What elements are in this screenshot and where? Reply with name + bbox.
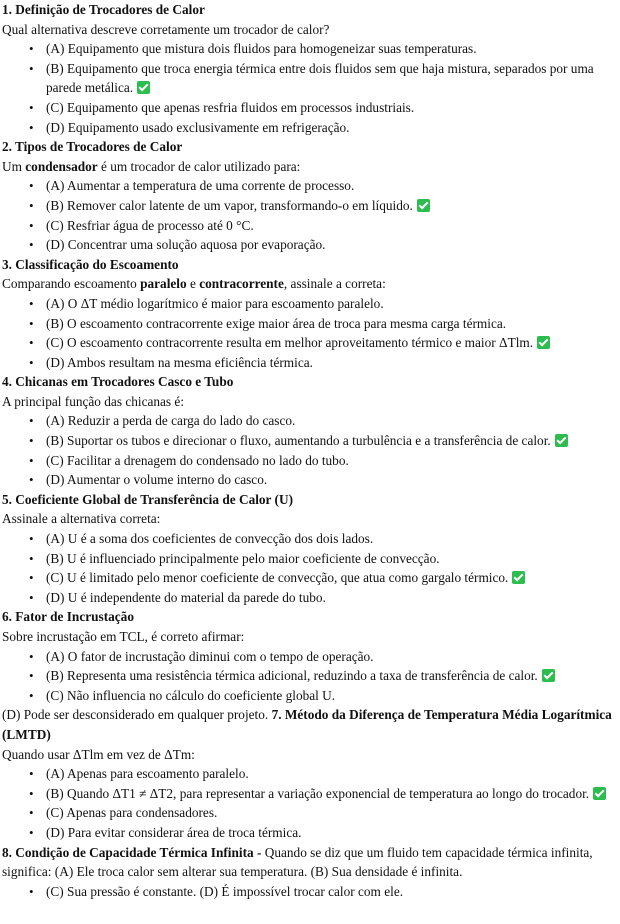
run-in-paragraph [2, 705, 618, 744]
check-icon [417, 199, 430, 212]
option-item [46, 235, 618, 255]
check-icon [537, 336, 550, 349]
check-icon [137, 81, 150, 94]
option-item [46, 118, 618, 138]
option-text: (D) Concentrar uma solução aquosa por evaporação. [46, 237, 326, 253]
option-item [46, 549, 618, 569]
text-segment: é um trocador de calor utilizado para: [97, 158, 301, 174]
option-list [2, 294, 618, 372]
question-title: 2. Tipos de Trocadores de Calor [2, 139, 183, 155]
option-item [46, 451, 618, 471]
question-1 [2, 0, 618, 137]
option-item-correct [46, 666, 618, 686]
option-text: (D) Equipamento usado exclusivamente em refrigeração. [46, 119, 350, 135]
option-text: (A) Aumentar a temperatura de uma corrente de processo. [46, 178, 355, 194]
question-text: Assinale a alternativa correta: [2, 511, 161, 527]
text-segment: Comparando escoamento [2, 276, 141, 292]
option-text: (C) O escoamento contracorrente resulta em melhor aproveitamento térmico e maior ΔTlm. [46, 335, 534, 351]
option-item [46, 294, 618, 314]
text-bold: contracorrente [199, 276, 284, 292]
question-text: Sobre incrustação em TCL, é correto afirmar: [2, 629, 245, 644]
option-text: (C) Equipamento que apenas resfria fluidos em processos industriais. [46, 99, 415, 115]
option-text: (C) Apenas para condensadores. [46, 805, 218, 821]
question-paragraph [2, 843, 618, 882]
option-item [46, 764, 618, 784]
check-icon [593, 787, 606, 800]
option-item [46, 176, 618, 196]
option-item [46, 411, 618, 431]
option-text: (D) Ambos resultam na mesma eficiência térmica. [46, 354, 313, 370]
text-bold: condensador [25, 158, 98, 174]
option-text: (B) Quando ΔT1 ≠ ΔT2, para representar a variação exponencial de temperatura ao longo do trocador. [46, 785, 590, 801]
question-title: 4. Chicanas em Trocadores Casco e Tubo [2, 374, 234, 390]
option-item-correct [46, 196, 618, 216]
option-text: (C) Sua pressão é constante. (D) É impossível trocar calor com ele. [46, 883, 404, 899]
question-title: 5. Coeficiente Global de Transferência de Calor (U) [2, 491, 294, 507]
question-title: 1. Definição de Trocadores de Calor [2, 2, 205, 17]
option-text: (A) Equipamento que mistura dois fluidos para homogeneizar suas temperaturas. [46, 41, 477, 57]
option-list [2, 176, 618, 254]
option-item [46, 470, 618, 490]
option-text: (C) Não influencia no cálculo do coeficiente global U. [46, 687, 336, 703]
question-4 [2, 372, 618, 490]
option-text: (B) Representa uma resistência térmica adicional, reduzindo a taxa de transferência de calor. [46, 668, 538, 684]
option-item [46, 686, 618, 706]
question-5 [2, 490, 618, 608]
option-item-correct [46, 568, 618, 588]
option-item [46, 216, 618, 236]
option-text: (D) U é independente do material da parede do tubo. [46, 589, 326, 605]
question-text: Quando se diz que um fluido tem capacidade térmica infinita, significa: (A) Ele troca calor sem alterar sua temperatura. (B) Sua densidade é infinita. [2, 844, 593, 880]
option-text: (D) Pode ser desconsiderado em qualquer projeto. [2, 707, 272, 723]
option-item [46, 823, 618, 843]
text-segment: , assinale a correta: [283, 276, 386, 292]
option-text: (A) Reduzir a perda de carga do lado do casco. [46, 413, 296, 429]
option-list [2, 411, 618, 489]
question-title: 8. Condição de Capacidade Térmica Infinita - [2, 844, 262, 860]
question-text: Qual alternativa descreve corretamente um trocador de calor? [2, 21, 330, 37]
question-2 [2, 137, 618, 255]
option-text: (A) O fator de incrustação diminui com o tempo de operação. [46, 648, 374, 664]
option-text: (C) Facilitar a drenagem do condensado no lado do tubo. [46, 452, 349, 468]
question-7 [2, 745, 618, 843]
option-item-correct [46, 59, 618, 98]
option-item [46, 353, 618, 373]
check-icon [512, 571, 525, 584]
option-item-correct [46, 333, 618, 353]
option-item [46, 588, 618, 608]
option-item [46, 98, 618, 118]
question-title: 7. Método da Diferença de Temperatura Média Logarítmica (LMTD) [2, 707, 612, 742]
check-icon [555, 434, 568, 447]
question-3 [2, 255, 618, 373]
option-item [46, 314, 618, 334]
option-text: (D) Aumentar o volume interno do casco. [46, 472, 268, 488]
text-segment: e [186, 276, 200, 292]
option-text: (B) Remover calor latente de um vapor, transformando-o em líquido. [46, 197, 413, 213]
question-text: A principal função das chicanas é: [2, 393, 185, 409]
check-icon [542, 669, 555, 682]
option-list [2, 529, 618, 607]
option-text: (D) Para evitar considerar área de troca térmica. [46, 824, 302, 840]
option-item [46, 39, 618, 59]
option-text: (A) O ΔT médio logarítmico é maior para escoamento paralelo. [46, 295, 384, 311]
question-text [2, 274, 618, 294]
option-text: (A) U é a soma dos coeficientes de convecção dos dois lados. [46, 531, 374, 547]
option-text: (B) Suportar os tubos e direcionar o fluxo, aumentando a turbulência e a transferência de calor. [46, 433, 551, 449]
option-text: (C) U é limitado pelo menor coeficiente de convecção, que atua como gargalo térmico. [46, 570, 509, 586]
question-8 [2, 843, 618, 902]
option-list [2, 882, 618, 902]
question-title: 6. Fator de Incrustação [2, 609, 134, 625]
question-text: Quando usar ΔTlm em vez de ΔTm: [2, 746, 195, 762]
option-item [46, 882, 618, 902]
option-list [2, 764, 618, 842]
option-item [46, 647, 618, 667]
option-text: (B) O escoamento contracorrente exige maior área de troca para mesma carga térmica. [46, 315, 507, 331]
option-text: (C) Resfriar água de processo até 0 °C. [46, 217, 254, 233]
option-item-correct [46, 784, 618, 804]
option-item [46, 803, 618, 823]
question-title: 3. Classificação do Escoamento [2, 256, 179, 272]
option-text: (B) Equipamento que troca energia térmica entre dois fluidos sem que haja mistura, separados por uma parede metálica. [46, 60, 594, 96]
option-item [46, 529, 618, 549]
option-item-correct [46, 431, 618, 451]
question-6 [2, 607, 618, 705]
text-bold: paralelo [140, 276, 187, 292]
text-segment: Um [2, 158, 26, 174]
option-list [2, 647, 618, 706]
question-text [2, 157, 618, 177]
option-text: (B) U é influenciado principalmente pelo maior coeficiente de convecção. [46, 550, 440, 566]
option-list [2, 39, 618, 137]
option-text: (A) Apenas para escoamento paralelo. [46, 766, 249, 782]
